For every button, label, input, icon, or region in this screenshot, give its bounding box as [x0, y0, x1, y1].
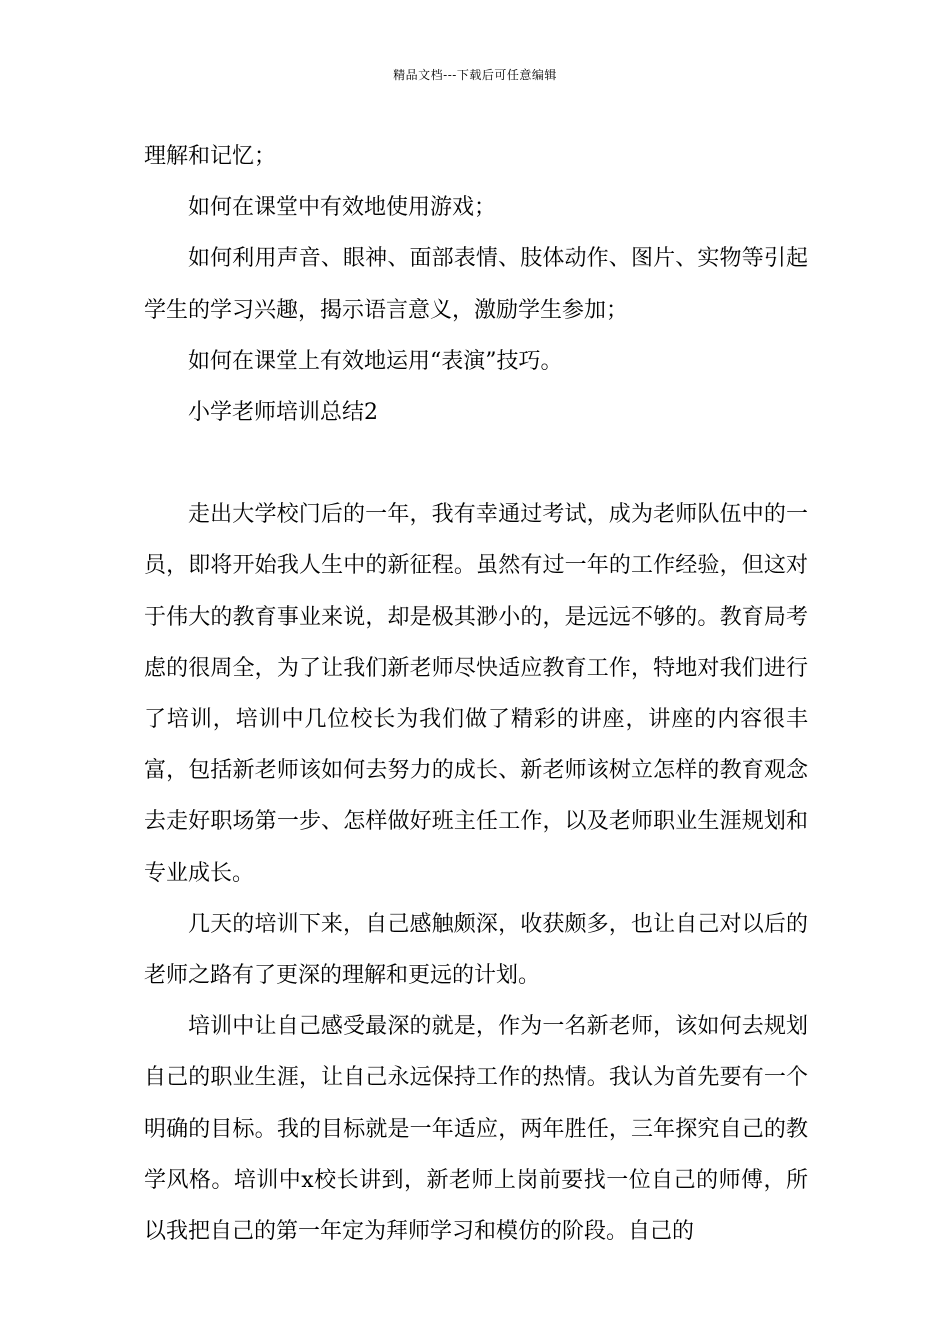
- paragraph: 走出大学校门后的一年，我有幸通过考试，成为老师队伍中的一员，即将开始我人生中的新征程。虽然有过一年的工作经验，但这对于伟大的教育事业来说，却是极其渺小的，是远远不够的。教育局考虑的很周全，为了让我们新老师尽快适应教育工作，特地对我们进行了培训，培训中几位校长为我们做了精彩的讲座，讲座的内容很丰富，包括新老师该如何去努力的成长、新老师该树立怎样的教育观念去走好职场第一步、怎样做好班主任工作，以及老师职业生涯规划和专业成长。: [144, 502, 808, 886]
- section-title: 小学老师培训总结2: [188, 400, 378, 426]
- page-header: 精品文档---下载后可任意编辑: [393, 68, 557, 82]
- paragraph-list-item: 如何利用声音、眼神、面部表情、肢体动作、图片、实物等引起学生的学习兴趣，揭示语言意义，激励学生参加；: [144, 246, 808, 323]
- paragraph-list-item: 如何在课堂上有效地运用“表演”技巧。: [188, 348, 563, 374]
- paragraph: 几天的培训下来，自己感触颇深，收获颇多，也让自己对以后的老师之路有了更深的理解和更远的计划。: [144, 911, 808, 989]
- document-body: [144, 131, 808, 1257]
- paragraph: 培训中让自己感受最深的就是，作为一名新老师，该如何去规划自己的职业生涯，让自己永远保持工作的热情。我认为首先要有一个明确的目标。我的目标就是一年适应，两年胜任，三年探究自己的教学风格。培训中x校长讲到，新老师上岗前要找一位自己的师傅，所以我把自己的第一年定为拜师学习和模仿的阶段。自己的: [144, 1014, 808, 1245]
- paragraph-list-item: 如何在课堂中有效地使用游戏；: [188, 195, 497, 221]
- paragraph-continuation: 理解和记忆；: [144, 144, 277, 169]
